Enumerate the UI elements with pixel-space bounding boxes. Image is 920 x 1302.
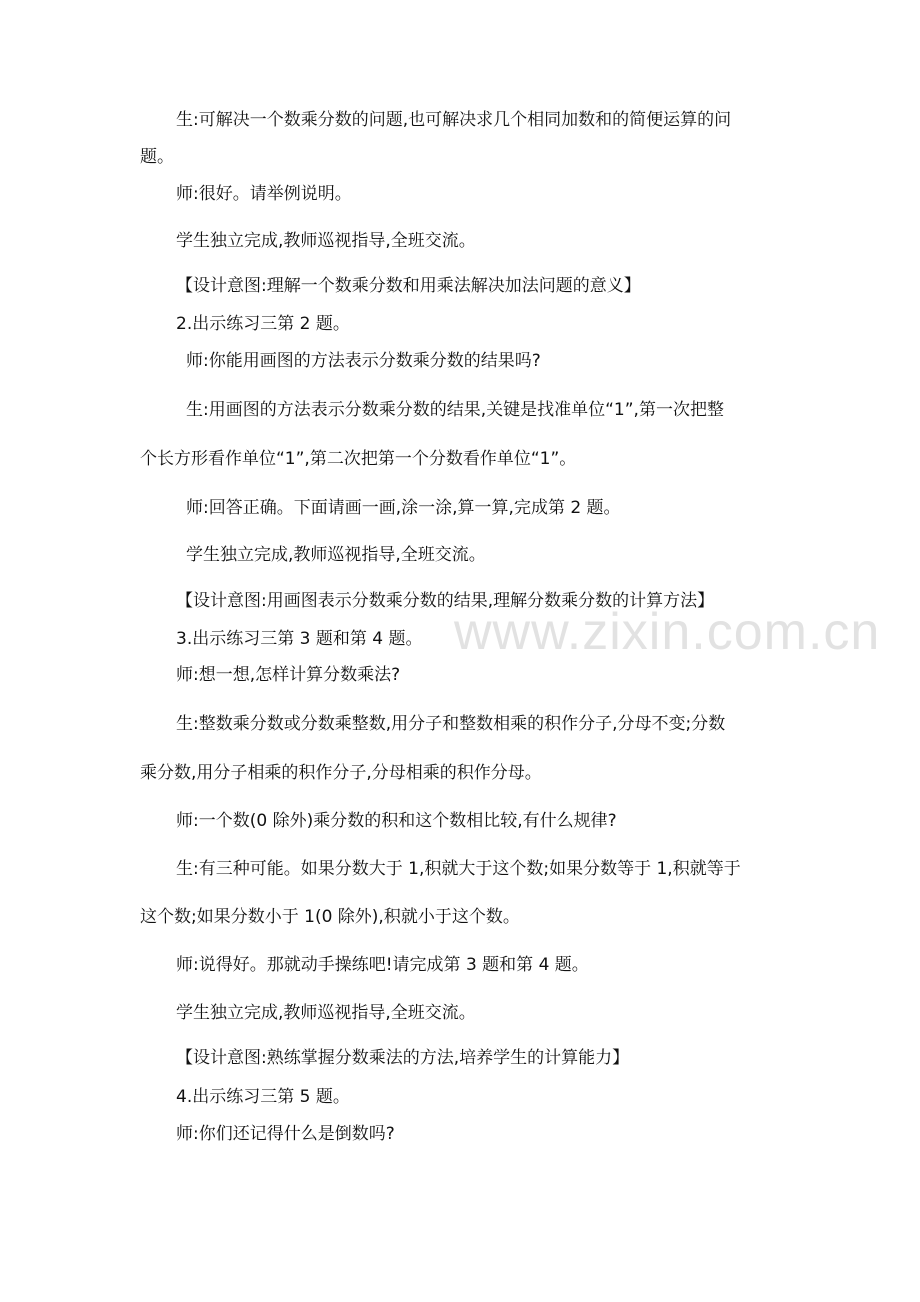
text-line-2: 题。: [140, 147, 174, 167]
text-line-3: 师:很好。请举例说明。: [176, 184, 352, 204]
text-line-4: 学生独立完成,教师巡视指导,全班交流。: [176, 231, 476, 251]
text-line-10: 师:回答正确。下面请画一画,涂一涂,算一算,完成第 2 题。: [186, 498, 621, 518]
exercise-heading-3: 3.出示练习三第 3 题和第 4 题。: [176, 629, 423, 649]
text-line-18: 生:有三种可能。如果分数大于 1,积就大于这个数;如果分数等于 1,积就等于: [176, 859, 741, 879]
exercise-heading-4: 4.出示练习三第 5 题。: [176, 1087, 350, 1107]
text-line-8: 生:用画图的方法表示分数乘分数的结果,关键是找准单位“1”,第一次把整: [186, 400, 724, 420]
text-line-17: 师:一个数(0 除外)乘分数的积和这个数相比较,有什么规律?: [176, 811, 617, 831]
text-line-9: 个长方形看作单位“1”,第二次把第一个分数看作单位“1”。: [140, 449, 577, 469]
design-intent-2: 【设计意图:用画图表示分数乘分数的结果,理解分数乘分数的计算方法】: [176, 591, 715, 611]
text-line-15: 生:整数乘分数或分数乘整数,用分子和整数相乘的积作分子,分母不变;分数: [176, 714, 726, 734]
exercise-heading-2: 2.出示练习三第 2 题。: [176, 314, 350, 334]
text-line-20: 师:说得好。那就动手操练吧!请完成第 3 题和第 4 题。: [176, 955, 589, 975]
text-line-19: 这个数;如果分数小于 1(0 除外),积就小于这个数。: [140, 907, 520, 927]
text-line-1: 生:可解决一个数乘分数的问题,也可解决求几个相同加数和的简便运算的问: [176, 110, 732, 130]
text-line-7: 师:你能用画图的方法表示分数乘分数的结果吗?: [186, 351, 541, 371]
text-line-16: 乘分数,用分子相乘的积作分子,分母相乘的积作分母。: [140, 763, 542, 783]
text-line-24: 师:你们还记得什么是倒数吗?: [176, 1124, 395, 1144]
text-line-21: 学生独立完成,教师巡视指导,全班交流。: [176, 1003, 476, 1023]
design-intent-1: 【设计意图:理解一个数乘分数和用乘法解决加法问题的意义】: [176, 276, 641, 296]
watermark: www.zixin.com.cn: [454, 603, 881, 661]
text-line-11: 学生独立完成,教师巡视指导,全班交流。: [186, 545, 486, 565]
design-intent-3: 【设计意图:熟练掌握分数乘法的方法,培养学生的计算能力】: [176, 1048, 630, 1068]
text-line-14: 师:想一想,怎样计算分数乘法?: [176, 665, 401, 685]
